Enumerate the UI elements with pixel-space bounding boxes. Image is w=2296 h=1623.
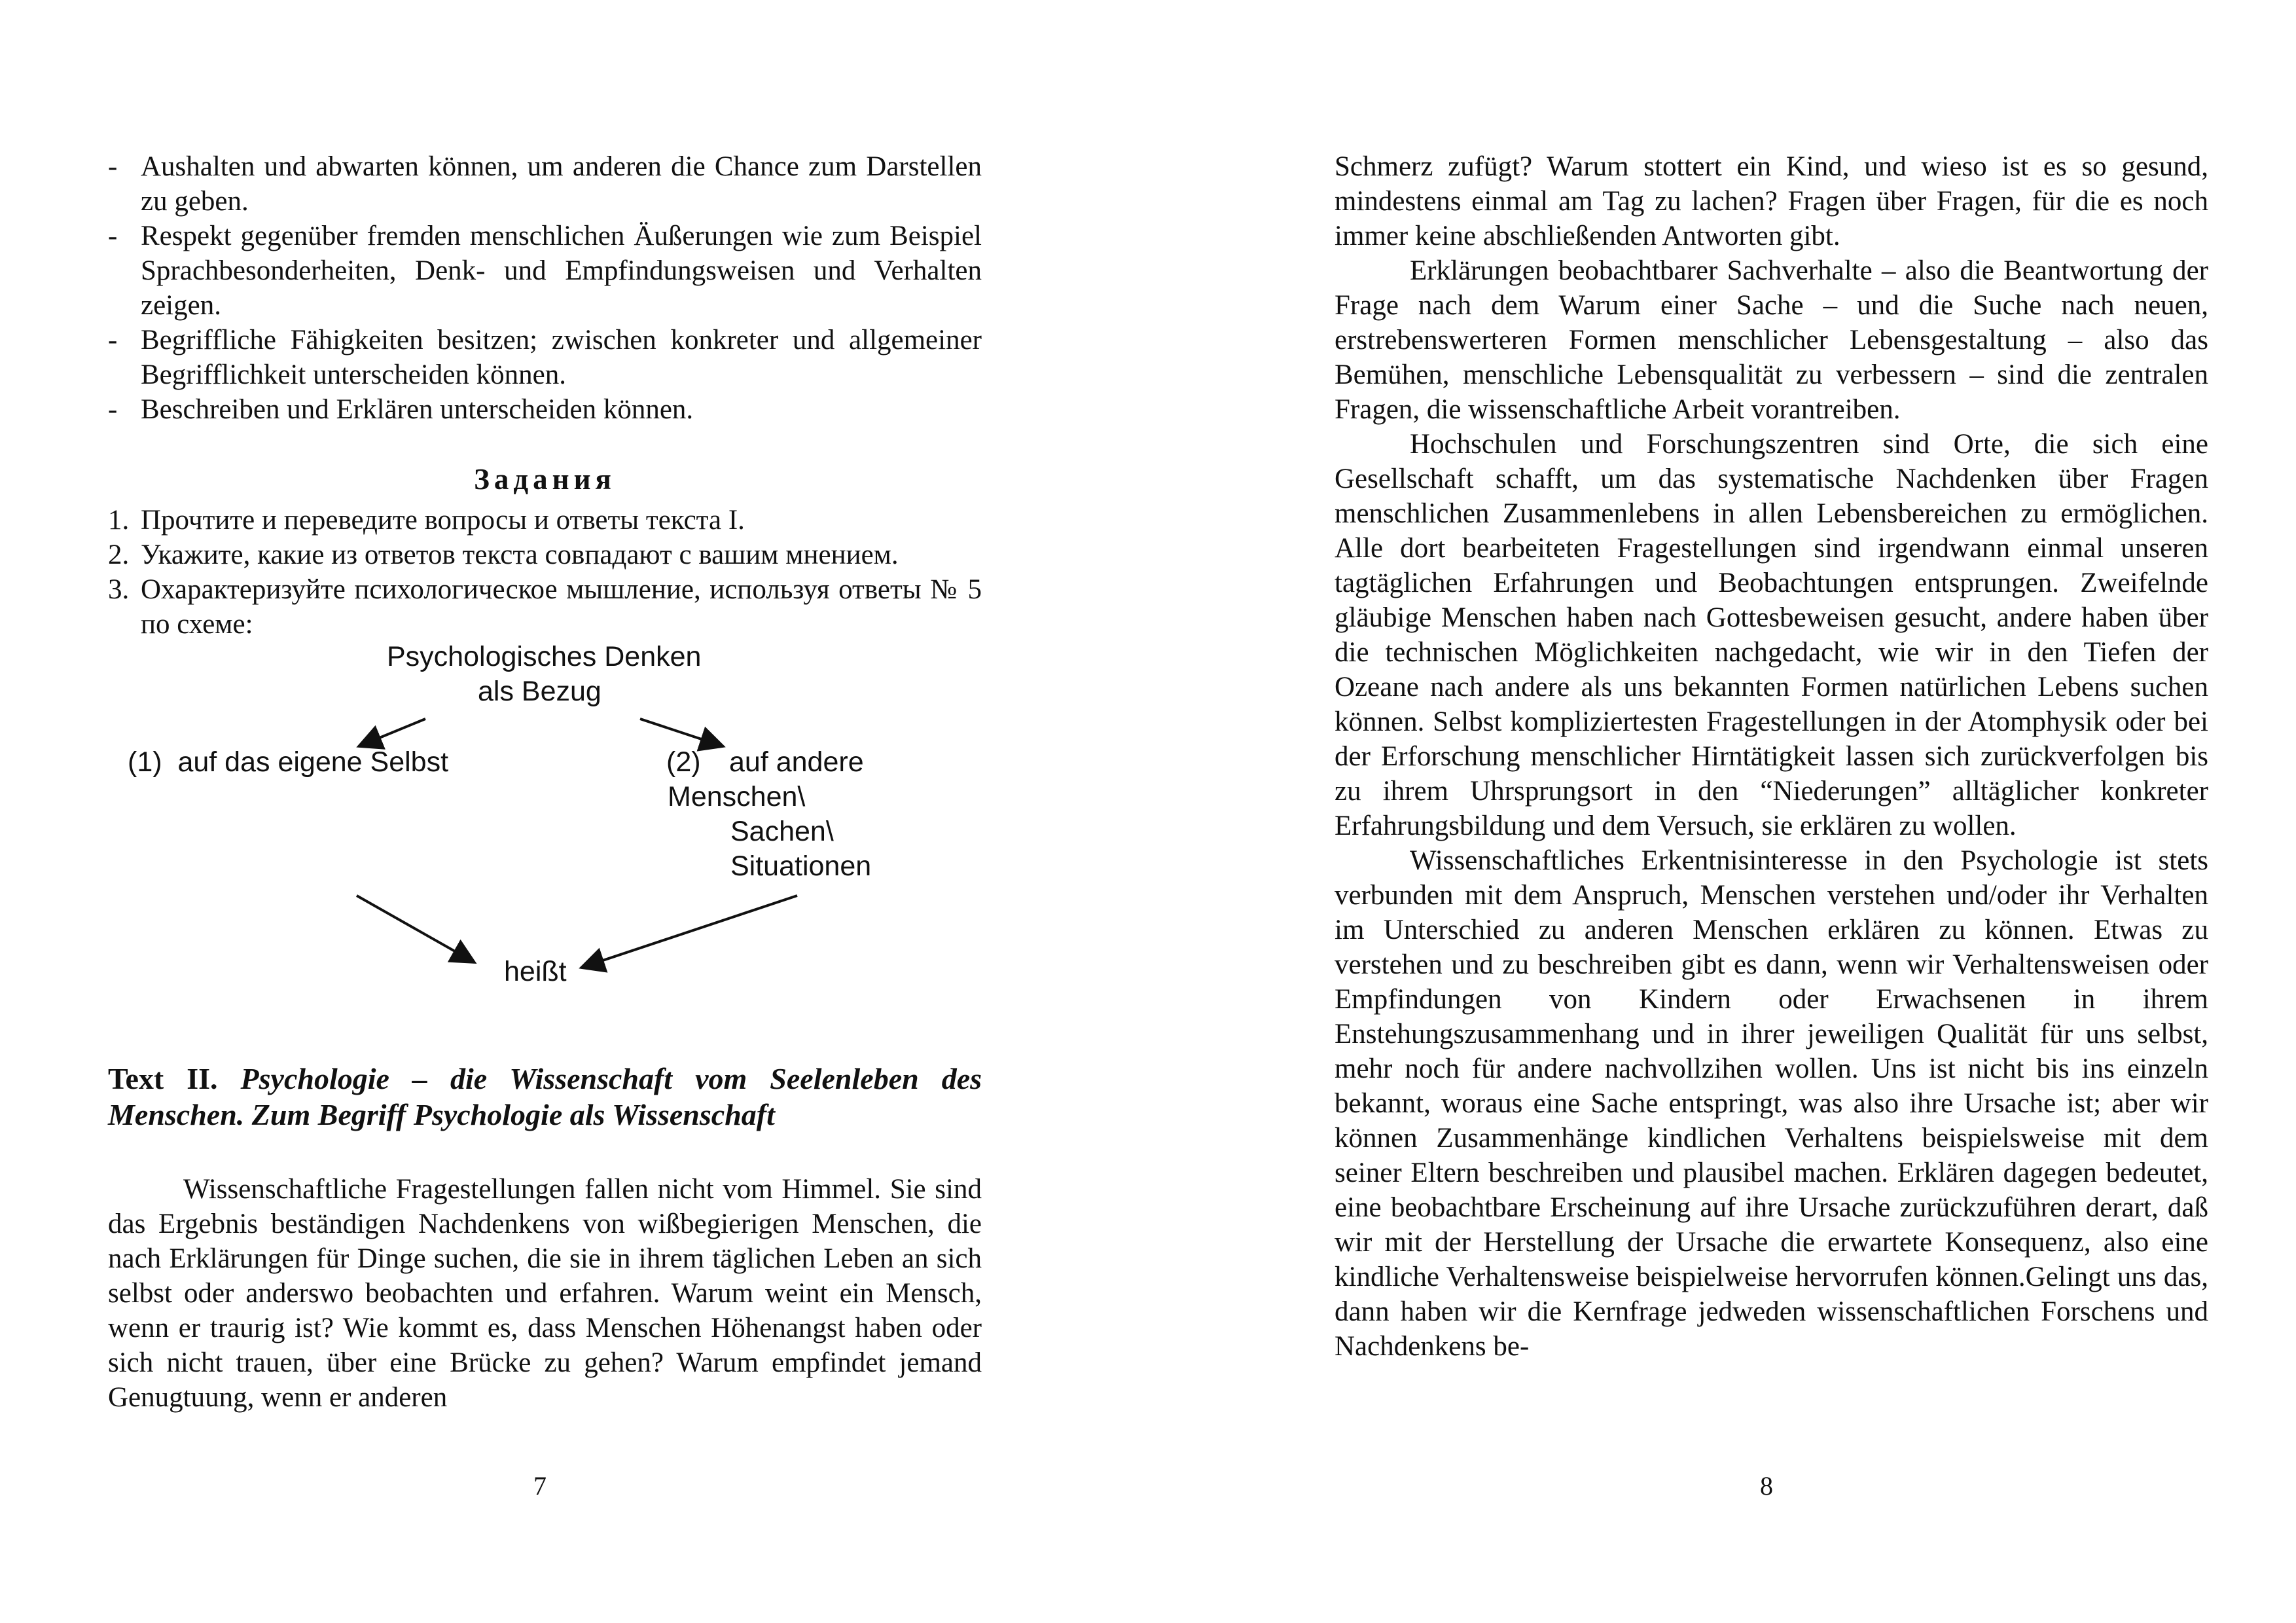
- diagram-left-label: (1) auf das eigene Selbst: [128, 746, 449, 778]
- body-paragraph: Hochschulen und Forschungszentren sind Orte, die sich eine Gesellschaft schafft, um das systematische Nachdenken über Fragen menschlichen Zusammenlebens in allen Lebensbereichen zu ermöglichen. Alle dort bearbeiteten Fragestellungen sind irgendwann einmal unseren tagtäglichen Erfahrungen und Beobachtungen entsprungen. Zweifelnde gläubige Menschen haben nach Gottesbeweisen gesucht, andere haben über die technischen Möglichkeiten nachgedacht, wie wir in den Tiefen der Ozeane nach andere als uns bekannten Formen natürlichen Lebens suchen können. Selbst kompliziertesten Fragestellungen in der Atomphysik oder bei der Erforschung menschlicher Hirntätigkeit lassen sich zurückverfolgen bis zu ihrem Uhrsprungsort in den “Niederungen” alltäglicher konkreter Erfahrungsbildung und dem Versuch, sie erklären zu wollen.: [1335, 429, 2208, 841]
- arrow-bottom-right: [581, 896, 797, 968]
- right-body: [1335, 149, 2208, 1364]
- bullet-text: Beschreiben und Erklären unterscheiden können.: [141, 394, 694, 425]
- diagram-top-line1: Psychologisches Denken: [387, 641, 702, 672]
- body-paragraph: Wissenschaftliche Fragestellungen fallen nicht vom Himmel. Sie sind das Ergebnis beständigen Nachdenkens von wißbegierigen Menschen, die nach Erklärungen für Dinge suchen, die sie in ihrem täglichen Leben an sich selbst oder anderswo beobachten und erfahren. Warum weint ein Mensch, wenn er traurig ist? Wie kommt es, dass Menschen Höhenangst haben oder sich nicht trauen, über eine Brücke zu gehen? Warum empfindet jemand Genugtuung, wenn er anderen: [108, 1174, 982, 1413]
- diagram-bottom-label: heißt: [504, 956, 567, 987]
- bullet-dash: -: [108, 325, 118, 356]
- body-paragraph: Schmerz zufügt? Warum stottert ein Kind, und wieso ist es so gesund, mindestens einmal am Tag zu lachen? Fragen über Fragen, für die es noch immer keine abschließenden Antworten gibt.: [1335, 151, 2208, 251]
- right-page: [1148, 0, 2296, 1623]
- text2-title-text: Psychologie – die Wissenschaft vom Seelenleben des Menschen. Zum Begriff Psychologie als Wissenschaft: [108, 1062, 982, 1131]
- text2-label: Text II.: [108, 1062, 218, 1095]
- diagram-right-number: (2): [666, 746, 701, 778]
- tasks-heading: Задания: [474, 463, 616, 496]
- bullet-text: Respekt gegenüber fremden menschlichen Äußerungen wie zum Beispiel Sprachbesonderheiten, Denk- und Empfindungsweisen und Verhalten zeigen.: [141, 221, 982, 321]
- arrow-top-right: [640, 719, 723, 746]
- diagram-top-line2: als Bezug: [478, 676, 601, 707]
- diagram-right-line1: auf andere: [729, 746, 864, 778]
- text2-title: [108, 1061, 982, 1133]
- task-number: 1.: [108, 505, 130, 536]
- diagram-right-line3: Sachen\: [730, 816, 834, 847]
- page-number: 8: [1760, 1471, 1773, 1501]
- bullet-dash: -: [108, 394, 118, 425]
- bullet-dash: -: [108, 151, 118, 182]
- task-text: Охарактеризуйте психологическое мышление, используя ответы № 5 по схеме:: [141, 574, 982, 640]
- diagram-arrows: [0, 0, 1148, 1021]
- body-paragraph: Erklärungen beobachtbarer Sachverhalte – also die Beantwortung der Frage nach dem Warum einer Sache – und die Suche nach neuen, erstrebenswerteren Formen menschlicher Lebensgestaltung – also das Bemühen, menschliche Lebensqualität zu verbessern – sind die zentralen Fragen, die wissenschaftliche Arbeit vorantreiben.: [1335, 255, 2208, 425]
- arrow-top-left: [359, 719, 425, 746]
- diagram-right-line4: Situationen: [730, 850, 872, 882]
- task-text: Укажите, какие из ответов текста совпадают с вашим мнением.: [141, 539, 899, 570]
- bullet-text: Begriffliche Fähigkeiten besitzen; zwischen konkreter und allgemeiner Begrifflichkeit unterscheiden können.: [141, 325, 982, 390]
- arrow-bottom-left: [357, 896, 475, 962]
- psychology-diagram: [0, 0, 1148, 1021]
- task-number: 3.: [108, 574, 130, 605]
- body-paragraph: Wissenschaftliches Erkentnisinteresse in den Psychologie ist stets verbunden mit dem Anspruch, Menschen verstehen und/oder ihr Verhalten im Unterschied zu anderen Menschen erklären zu können. Etwas zu verstehen und zu beschreiben gibt es dann, wenn wir Verhaltensweisen oder Empfindungen von Kindern oder Erwachsenen in ihrem Enstehungszusammenhang und in ihrer jeweiligen Qualität für uns selbst, mehr noch für andere nachvollzihen wollen. Uns ist nicht bis ins einzeln bekannt, woraus eine Sache entspringt, was also ihre Ursache ist; aber wir können Zusammenhänge kindlichen Verhaltens beispielsweise mit dem seiner Eltern beschreiben und plausibel machen. Erklären dagegen bedeutet, eine beobachtbare Erscheinung auf ihre Ursache zurückzuführen derart, daß wir mit der Herstellung der Ursache die erwartete Konsequenz, also eine kindliche Verhaltensweise beispielweise hervorrufen können.Gelingt uns das, dann haben wir die Kernfrage jedweden wissenschaftlichen Forschens und Nachdenkens be-: [1335, 845, 2208, 1362]
- task-text: Прочтите и переведите вопросы и ответы текста I.: [141, 505, 745, 536]
- bullet-dash: -: [108, 221, 118, 251]
- bullet-text: Aushalten und abwarten können, um anderen die Chance zum Darstellen zu geben.: [141, 151, 982, 217]
- page-number: 7: [533, 1471, 547, 1501]
- task-number: 2.: [108, 539, 130, 570]
- diagram-right-line2: Menschen\: [668, 781, 806, 812]
